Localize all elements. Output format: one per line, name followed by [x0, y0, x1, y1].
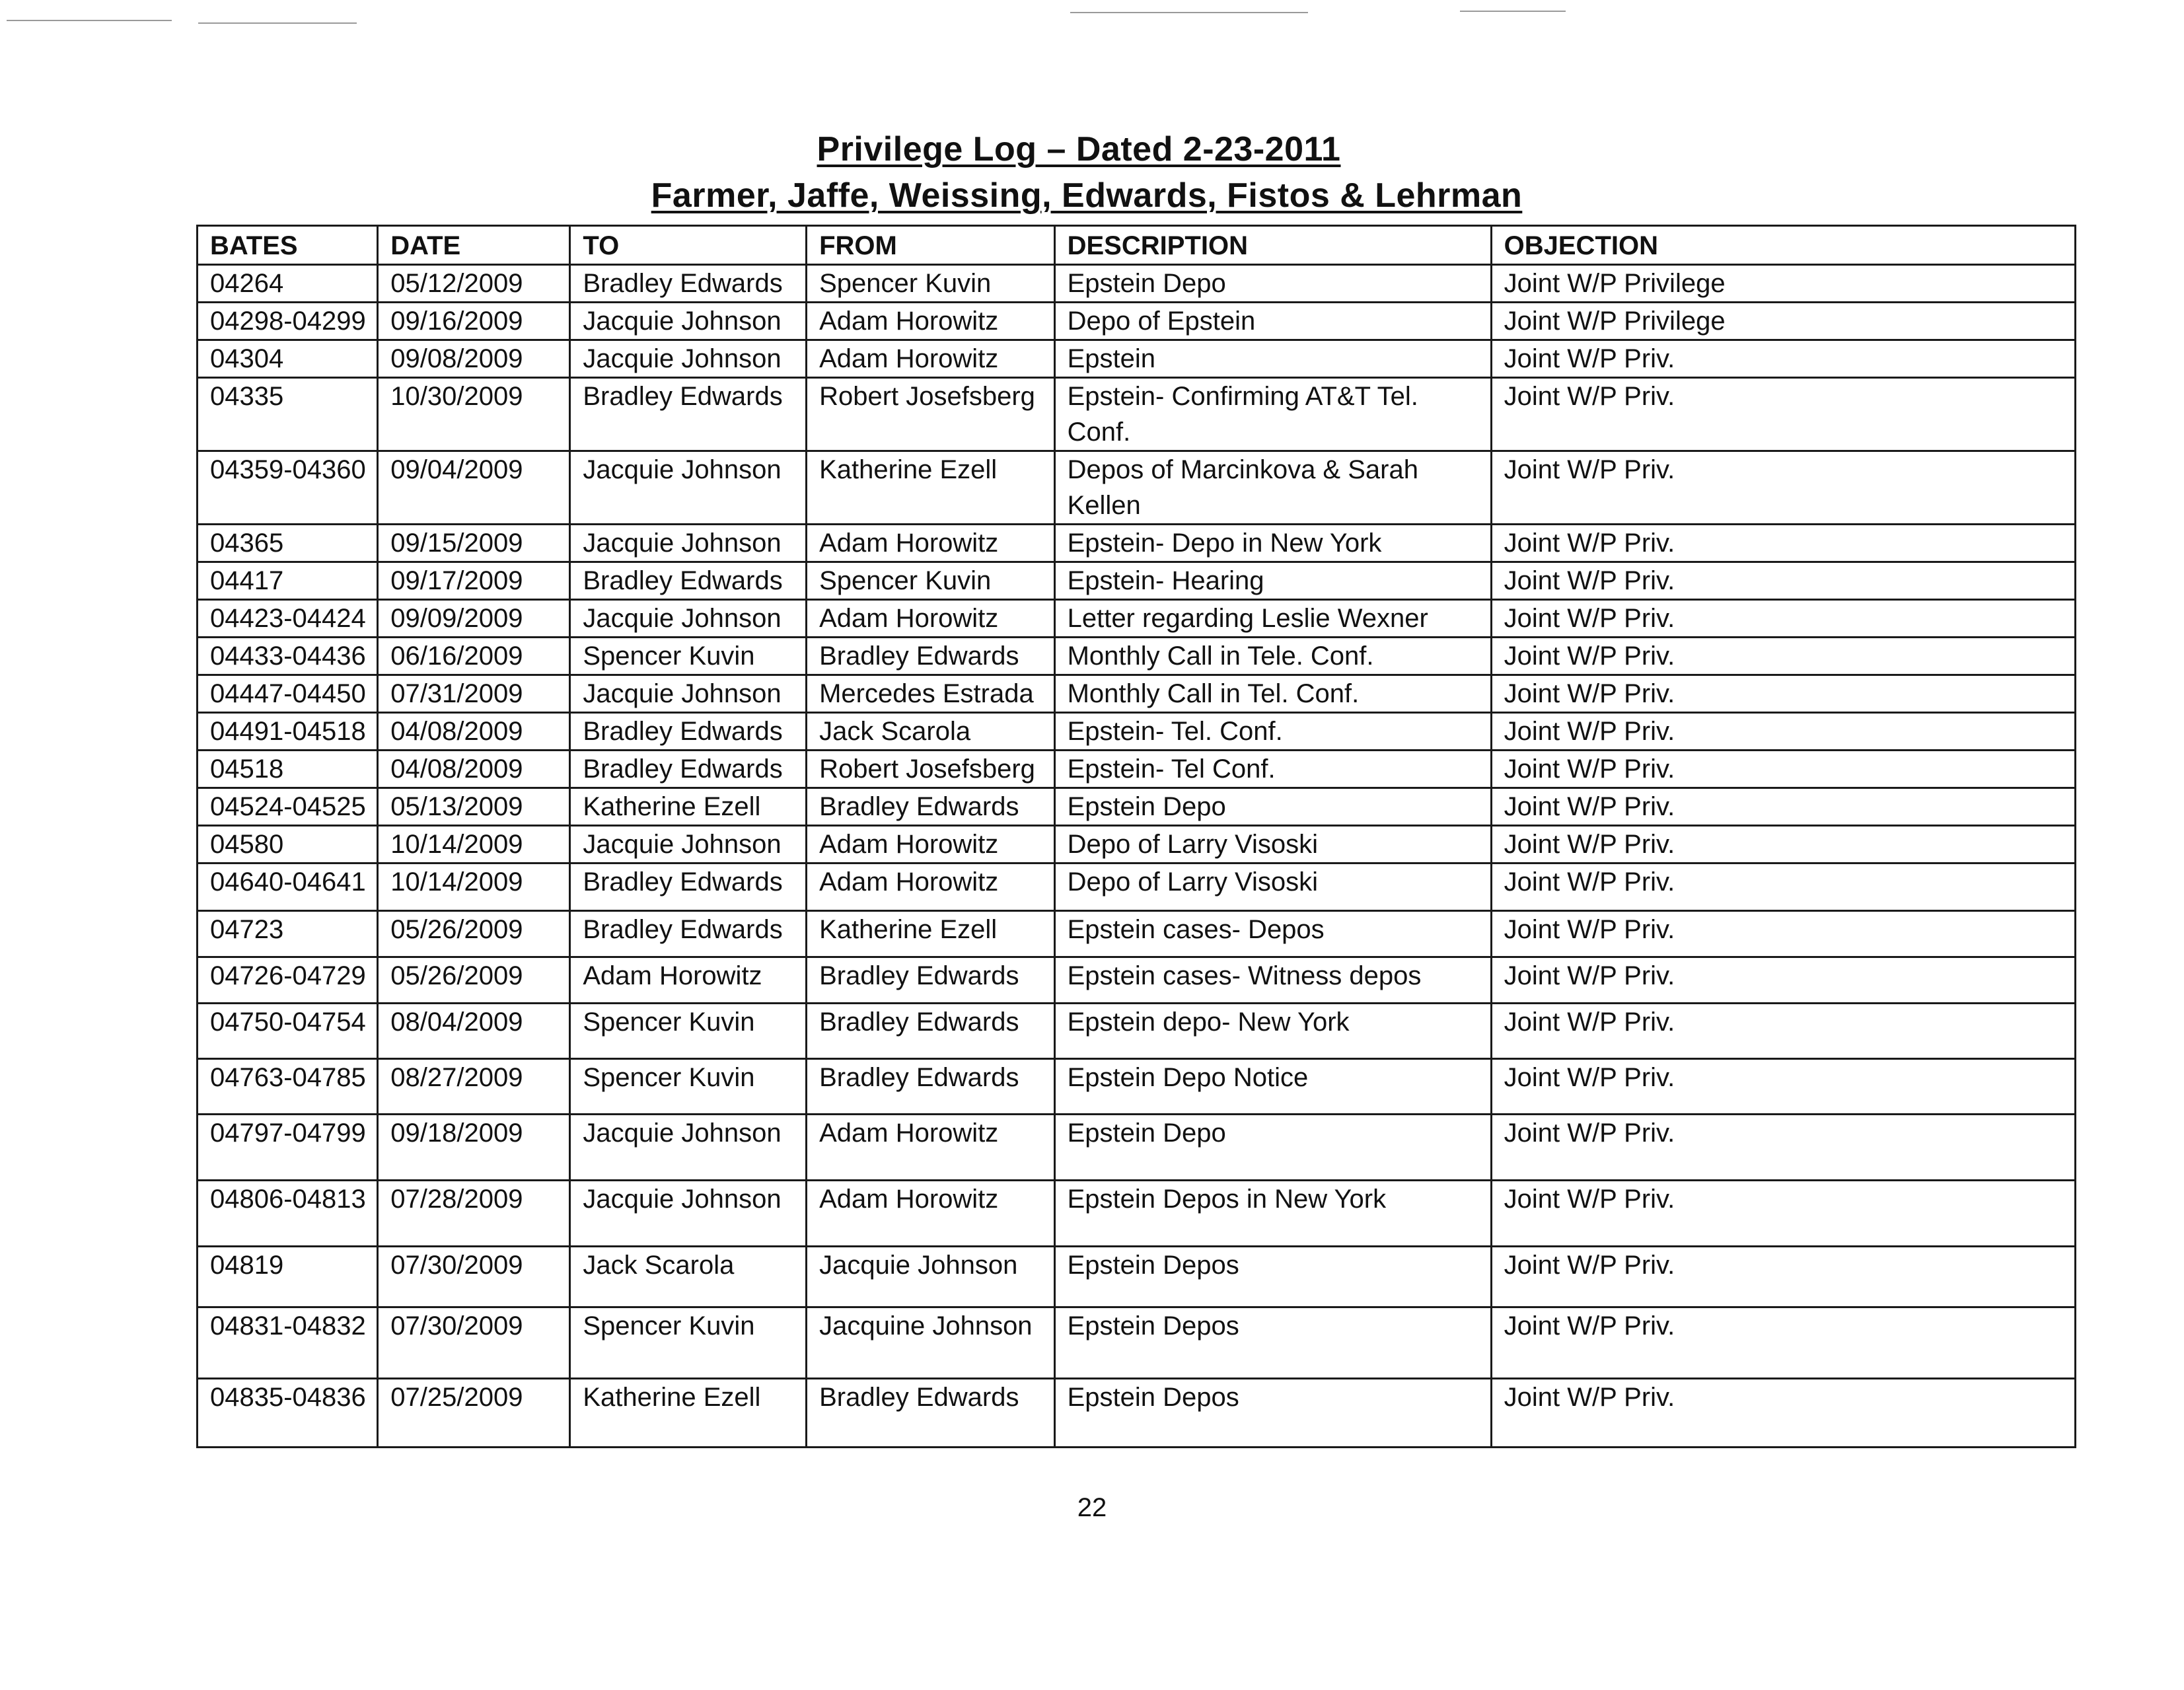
cell-date: 09/17/2009: [378, 562, 570, 600]
cell-bates: 04365: [198, 525, 378, 562]
cell-bates: 04447-04450: [198, 675, 378, 713]
cell-bates: 04359-04360: [198, 451, 378, 525]
header-to: TO: [570, 226, 807, 265]
cell-date: 07/28/2009: [378, 1181, 570, 1247]
cell-description: Depos of Marcinkova & Sarah Kellen: [1054, 451, 1491, 525]
cell-to: Bradley Edwards: [570, 911, 807, 957]
cell-from: Bradley Edwards: [807, 1379, 1055, 1448]
cell-objection: Joint W/P Priv.: [1491, 1379, 2075, 1448]
cell-objection: Joint W/P Priv.: [1491, 713, 2075, 751]
table-header-row: [198, 226, 2076, 265]
cell-description: Epstein Depos: [1054, 1379, 1491, 1448]
cell-objection: Joint W/P Priv.: [1491, 1115, 2075, 1181]
cell-from: Spencer Kuvin: [807, 562, 1055, 600]
page-title: Privilege Log – Dated 2-23-2011: [817, 130, 1341, 168]
table-row: [198, 340, 2076, 378]
table-row: [198, 1004, 2076, 1059]
scan-artifact: [1070, 12, 1308, 13]
cell-objection: Joint W/P Priv.: [1491, 957, 2075, 1004]
cell-objection: Joint W/P Priv.: [1491, 863, 2075, 911]
cell-description: Epstein Depos: [1054, 1307, 1491, 1379]
cell-from: Bradley Edwards: [807, 788, 1055, 826]
cell-date: 04/08/2009: [378, 713, 570, 751]
cell-from: Bradley Edwards: [807, 957, 1055, 1004]
cell-date: 09/08/2009: [378, 340, 570, 378]
table-row: [198, 303, 2076, 340]
cell-objection: Joint W/P Priv.: [1491, 1181, 2075, 1247]
table-row: [198, 265, 2076, 303]
cell-to: Jacquie Johnson: [570, 340, 807, 378]
cell-objection: Joint W/P Priv.: [1491, 1059, 2075, 1115]
cell-date: 07/25/2009: [378, 1379, 570, 1448]
scan-artifact: [198, 22, 357, 24]
cell-date: 07/30/2009: [378, 1307, 570, 1379]
cell-objection: Joint W/P Priv.: [1491, 451, 2075, 525]
cell-date: 05/12/2009: [378, 265, 570, 303]
cell-date: 10/30/2009: [378, 378, 570, 451]
cell-from: Adam Horowitz: [807, 863, 1055, 911]
cell-objection: Joint W/P Priv.: [1491, 788, 2075, 826]
cell-from: Jack Scarola: [807, 713, 1055, 751]
cell-from: Adam Horowitz: [807, 525, 1055, 562]
cell-to: Jacquie Johnson: [570, 1181, 807, 1247]
cell-objection: Joint W/P Priv.: [1491, 1004, 2075, 1059]
header-description: DESCRIPTION: [1054, 226, 1491, 265]
cell-bates: 04835-04836: [198, 1379, 378, 1448]
cell-to: Bradley Edwards: [570, 378, 807, 451]
cell-from: Bradley Edwards: [807, 1059, 1055, 1115]
cell-from: Spencer Kuvin: [807, 265, 1055, 303]
privilege-log-table: [196, 225, 2076, 1448]
cell-from: Robert Josefsberg: [807, 378, 1055, 451]
cell-bates: 04750-04754: [198, 1004, 378, 1059]
cell-description: Epstein Depo: [1054, 265, 1491, 303]
table-row: [198, 675, 2076, 713]
cell-description: Epstein cases- Witness depos: [1054, 957, 1491, 1004]
cell-bates: 04806-04813: [198, 1181, 378, 1247]
cell-date: 09/15/2009: [378, 525, 570, 562]
table-body: [198, 265, 2076, 1448]
cell-description: Epstein: [1054, 340, 1491, 378]
cell-objection: Joint W/P Priv.: [1491, 562, 2075, 600]
cell-description: Epstein- Tel Conf.: [1054, 751, 1491, 788]
cell-to: Bradley Edwards: [570, 863, 807, 911]
header-from: FROM: [807, 226, 1055, 265]
cell-bates: 04524-04525: [198, 788, 378, 826]
cell-to: Jacquie Johnson: [570, 525, 807, 562]
page-number: 22: [1077, 1493, 1107, 1522]
cell-objection: Joint W/P Privilege: [1491, 265, 2075, 303]
cell-description: Depo of Larry Visoski: [1054, 863, 1491, 911]
cell-date: 04/08/2009: [378, 751, 570, 788]
cell-to: Katherine Ezell: [570, 788, 807, 826]
cell-date: 10/14/2009: [378, 826, 570, 863]
cell-description: Epstein- Confirming AT&T Tel. Conf.: [1054, 378, 1491, 451]
cell-date: 09/18/2009: [378, 1115, 570, 1181]
cell-from: Jacquie Johnson: [807, 1247, 1055, 1307]
cell-from: Bradley Edwards: [807, 1004, 1055, 1059]
cell-objection: Joint W/P Priv.: [1491, 826, 2075, 863]
cell-description: Monthly Call in Tele. Conf.: [1054, 638, 1491, 675]
cell-date: 05/26/2009: [378, 911, 570, 957]
cell-objection: Joint W/P Priv.: [1491, 751, 2075, 788]
cell-date: 05/13/2009: [378, 788, 570, 826]
cell-to: Jacquie Johnson: [570, 303, 807, 340]
cell-objection: Joint W/P Priv.: [1491, 525, 2075, 562]
cell-bates: 04831-04832: [198, 1307, 378, 1379]
cell-from: Adam Horowitz: [807, 826, 1055, 863]
page-subtitle: Farmer, Jaffe, Weissing, Edwards, Fistos & Lehrman: [651, 176, 1523, 215]
cell-bates: 04640-04641: [198, 863, 378, 911]
cell-to: Bradley Edwards: [570, 751, 807, 788]
cell-objection: Joint W/P Priv.: [1491, 675, 2075, 713]
table-row: [198, 1115, 2076, 1181]
table-row: [198, 957, 2076, 1004]
cell-date: 08/04/2009: [378, 1004, 570, 1059]
cell-bates: 04304: [198, 340, 378, 378]
cell-bates: 04335: [198, 378, 378, 451]
cell-objection: Joint W/P Priv.: [1491, 600, 2075, 638]
cell-from: Jacquine Johnson: [807, 1307, 1055, 1379]
header-objection: OBJECTION: [1491, 226, 2075, 265]
cell-date: 08/27/2009: [378, 1059, 570, 1115]
table-row: [198, 525, 2076, 562]
cell-date: 09/16/2009: [378, 303, 570, 340]
cell-to: Jacquie Johnson: [570, 600, 807, 638]
cell-to: Bradley Edwards: [570, 713, 807, 751]
cell-date: 07/31/2009: [378, 675, 570, 713]
table-row: [198, 451, 2076, 525]
table-row: [198, 751, 2076, 788]
cell-bates: 04580: [198, 826, 378, 863]
table-row: [198, 788, 2076, 826]
cell-to: Spencer Kuvin: [570, 1307, 807, 1379]
table-row: [198, 562, 2076, 600]
cell-from: Adam Horowitz: [807, 1115, 1055, 1181]
table-row: [198, 863, 2076, 911]
cell-description: Epstein Depo: [1054, 1115, 1491, 1181]
cell-description: Epstein cases- Depos: [1054, 911, 1491, 957]
table-row: [198, 378, 2076, 451]
cell-to: Bradley Edwards: [570, 265, 807, 303]
cell-from: Adam Horowitz: [807, 600, 1055, 638]
cell-bates: 04518: [198, 751, 378, 788]
table-row: [198, 1247, 2076, 1307]
table-row: [198, 713, 2076, 751]
cell-date: 09/09/2009: [378, 600, 570, 638]
cell-from: Katherine Ezell: [807, 911, 1055, 957]
cell-to: Adam Horowitz: [570, 957, 807, 1004]
table-row: [198, 911, 2076, 957]
cell-description: Epstein- Depo in New York: [1054, 525, 1491, 562]
cell-bates: 04491-04518: [198, 713, 378, 751]
table-row: [198, 1379, 2076, 1448]
table-row: [198, 638, 2076, 675]
cell-bates: 04763-04785: [198, 1059, 378, 1115]
cell-to: Jacquie Johnson: [570, 675, 807, 713]
cell-description: Epstein- Tel. Conf.: [1054, 713, 1491, 751]
cell-objection: Joint W/P Privilege: [1491, 303, 2075, 340]
cell-to: Spencer Kuvin: [570, 1004, 807, 1059]
cell-from: Adam Horowitz: [807, 1181, 1055, 1247]
cell-objection: Joint W/P Priv.: [1491, 378, 2075, 451]
cell-date: 10/14/2009: [378, 863, 570, 911]
cell-from: Adam Horowitz: [807, 303, 1055, 340]
cell-description: Depo of Larry Visoski: [1054, 826, 1491, 863]
scan-artifact: [7, 20, 172, 21]
cell-description: Epstein- Hearing: [1054, 562, 1491, 600]
cell-objection: Joint W/P Priv.: [1491, 1307, 2075, 1379]
cell-description: Epstein depo- New York: [1054, 1004, 1491, 1059]
cell-description: Epstein Depo Notice: [1054, 1059, 1491, 1115]
cell-objection: Joint W/P Priv.: [1491, 638, 2075, 675]
header-date: DATE: [378, 226, 570, 265]
cell-bates: 04797-04799: [198, 1115, 378, 1181]
cell-date: 09/04/2009: [378, 451, 570, 525]
cell-bates: 04723: [198, 911, 378, 957]
cell-description: Epstein Depos: [1054, 1247, 1491, 1307]
cell-objection: Joint W/P Priv.: [1491, 1247, 2075, 1307]
cell-from: Robert Josefsberg: [807, 751, 1055, 788]
header-bates: BATES: [198, 226, 378, 265]
cell-description: Depo of Epstein: [1054, 303, 1491, 340]
cell-description: Letter regarding Leslie Wexner: [1054, 600, 1491, 638]
cell-bates: 04433-04436: [198, 638, 378, 675]
cell-from: Bradley Edwards: [807, 638, 1055, 675]
cell-to: Bradley Edwards: [570, 562, 807, 600]
cell-to: Jacquie Johnson: [570, 1115, 807, 1181]
cell-to: Jacquie Johnson: [570, 451, 807, 525]
cell-bates: 04726-04729: [198, 957, 378, 1004]
table-row: [198, 1181, 2076, 1247]
cell-bates: 04264: [198, 265, 378, 303]
cell-date: 07/30/2009: [378, 1247, 570, 1307]
cell-objection: Joint W/P Priv.: [1491, 911, 2075, 957]
cell-from: Katherine Ezell: [807, 451, 1055, 525]
table-row: [198, 600, 2076, 638]
cell-bates: 04417: [198, 562, 378, 600]
scan-artifact: [1460, 11, 1566, 12]
cell-to: Jack Scarola: [570, 1247, 807, 1307]
table-row: [198, 1307, 2076, 1379]
cell-objection: Joint W/P Priv.: [1491, 340, 2075, 378]
table-row: [198, 826, 2076, 863]
cell-to: Spencer Kuvin: [570, 1059, 807, 1115]
cell-from: Adam Horowitz: [807, 340, 1055, 378]
cell-description: Epstein Depo: [1054, 788, 1491, 826]
cell-to: Katherine Ezell: [570, 1379, 807, 1448]
cell-bates: 04423-04424: [198, 600, 378, 638]
cell-description: Epstein Depos in New York: [1054, 1181, 1491, 1247]
cell-date: 05/26/2009: [378, 957, 570, 1004]
cell-to: Spencer Kuvin: [570, 638, 807, 675]
cell-bates: 04819: [198, 1247, 378, 1307]
cell-description: Monthly Call in Tel. Conf.: [1054, 675, 1491, 713]
cell-bates: 04298-04299: [198, 303, 378, 340]
cell-to: Jacquie Johnson: [570, 826, 807, 863]
cell-from: Mercedes Estrada: [807, 675, 1055, 713]
table-row: [198, 1059, 2076, 1115]
cell-date: 06/16/2009: [378, 638, 570, 675]
